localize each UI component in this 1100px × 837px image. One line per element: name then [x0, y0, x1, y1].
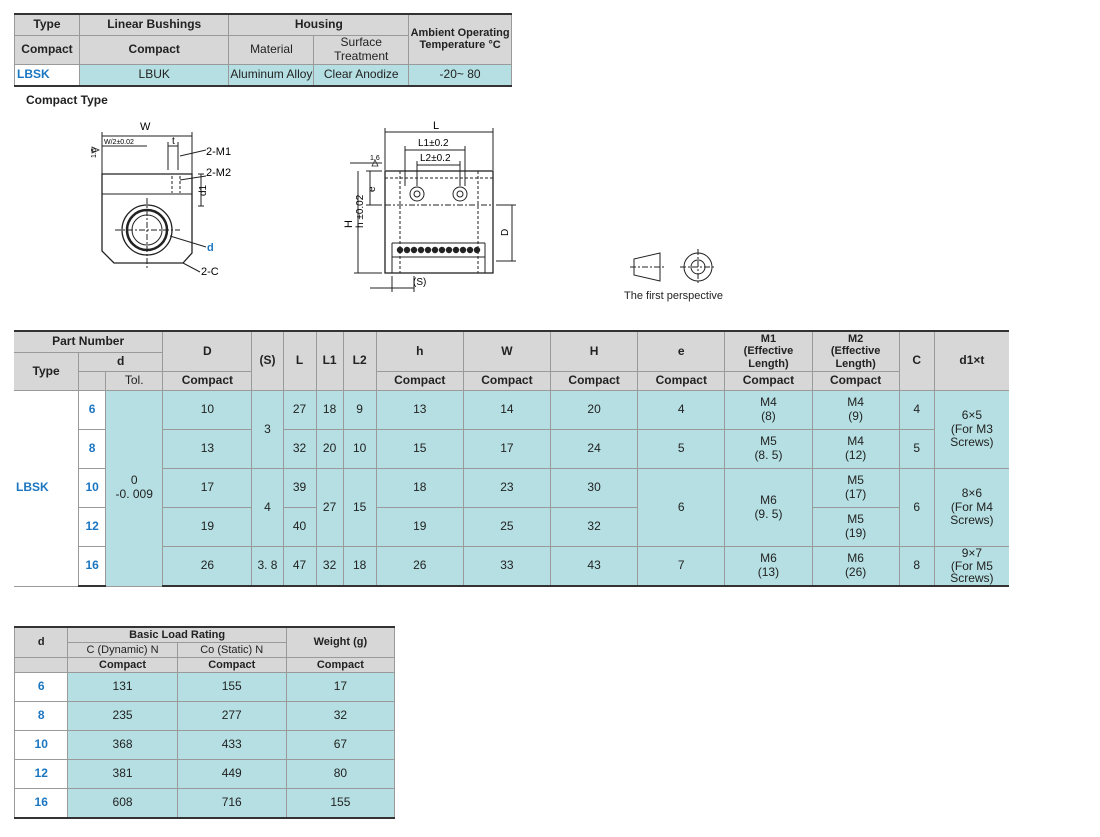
header-M1-compact: Compact — [725, 372, 812, 391]
header-W-compact: Compact — [463, 372, 550, 391]
load-header-static: Co (Static) N — [177, 643, 286, 658]
load-rating-table — [14, 626, 395, 819]
load-dynamic-cell: 131 — [68, 673, 177, 702]
spec-header-bushings: Linear Bushings — [79, 14, 229, 36]
C-cell: 4 — [899, 391, 934, 430]
e-cell: 6 — [638, 469, 725, 547]
h-cell: 18 — [376, 469, 463, 508]
label-C: 2-C — [201, 266, 219, 278]
W-cell: 25 — [463, 508, 550, 547]
spec-material-value: Aluminum Alloy — [229, 64, 314, 86]
L1-cell: 32 — [316, 547, 343, 587]
spec-bushing-value: LBUK — [79, 64, 229, 86]
label-M1: 2-M1 — [206, 146, 232, 158]
M2-cell: M6 (26) — [812, 547, 899, 587]
e-cell: 4 — [638, 391, 725, 430]
header-e: e — [638, 331, 725, 372]
load-header-weight: Weight (g) — [286, 627, 394, 658]
dim-W-half: W/2±0.02 — [104, 139, 134, 146]
first-angle-projection-icon — [620, 245, 730, 290]
load-static-cell: 449 — [177, 760, 286, 789]
C-cell: 6 — [899, 469, 934, 547]
dim-t: t — [172, 136, 175, 147]
header-d: d — [79, 353, 163, 372]
roughness-mark-side: 1.6 — [370, 155, 380, 162]
header-H: H — [551, 331, 638, 372]
W-cell: 17 — [463, 430, 550, 469]
D-cell: 26 — [163, 547, 252, 587]
side-view-drawing — [330, 118, 530, 298]
load-static-cell: 155 — [177, 673, 286, 702]
tol-cell: 0 -0. 009 — [106, 391, 163, 587]
D-cell: 17 — [163, 469, 252, 508]
header-e-compact: Compact — [638, 372, 725, 391]
dim-L2: L2±0.2 — [420, 153, 451, 164]
load-d-cell: 16 — [15, 789, 68, 819]
h-cell: 19 — [376, 508, 463, 547]
load-header-blank — [15, 658, 68, 673]
type-cell: LBSK — [14, 391, 79, 587]
W-cell: 23 — [463, 469, 550, 508]
dim-S: (S) — [413, 277, 427, 288]
load-header-compact-dyn: Compact — [68, 658, 177, 673]
H-cell: 43 — [551, 547, 638, 587]
h-cell: 26 — [376, 547, 463, 587]
header-d-blank — [79, 372, 106, 391]
L-cell: 39 — [283, 469, 316, 508]
header-H-compact: Compact — [551, 372, 638, 391]
d-cell: 16 — [79, 547, 106, 587]
D-cell: 10 — [163, 391, 252, 430]
S-cell: 3 — [252, 391, 283, 469]
S-cell: 4 — [252, 469, 283, 547]
header-W: W — [463, 331, 550, 372]
load-d-cell: 10 — [15, 731, 68, 760]
d-cell: 8 — [79, 430, 106, 469]
load-weight-cell: 17 — [286, 673, 394, 702]
section-title: Compact Type — [26, 93, 108, 107]
header-d1t: d1×t — [934, 331, 1009, 391]
e-cell: 5 — [638, 430, 725, 469]
label-d: d — [207, 242, 214, 254]
M2-cell: M4 (9) — [812, 391, 899, 430]
d-cell: 12 — [79, 508, 106, 547]
load-weight-cell: 32 — [286, 702, 394, 731]
load-header-compact-stat: Compact — [177, 658, 286, 673]
L-cell: 32 — [283, 430, 316, 469]
spec-header-compact: Compact — [15, 36, 80, 65]
header-S: (S) — [252, 331, 283, 391]
M1-cell: M4 (8) — [725, 391, 812, 430]
H-cell: 24 — [551, 430, 638, 469]
spec-header-surface: Surface Treatment — [314, 36, 409, 65]
load-static-cell: 716 — [177, 789, 286, 819]
load-weight-cell: 67 — [286, 731, 394, 760]
header-C: C — [899, 331, 934, 391]
header-L2: L2 — [343, 331, 376, 391]
load-header-rating: Basic Load Rating — [68, 627, 286, 643]
spec-type-value: LBSK — [15, 64, 80, 86]
load-d-cell: 12 — [15, 760, 68, 789]
header-type: Type — [14, 353, 79, 391]
load-dynamic-cell: 608 — [68, 789, 177, 819]
L2-cell: 9 — [343, 391, 376, 430]
label-M2: 2-M2 — [206, 167, 232, 179]
H-cell: 30 — [551, 469, 638, 508]
header-L: L — [283, 331, 316, 391]
L2-cell: 10 — [343, 430, 376, 469]
spec-header-type: Type — [15, 14, 80, 36]
h-cell: 13 — [376, 391, 463, 430]
dimension-table — [14, 330, 1009, 587]
M2-cell: M5 (17) — [812, 469, 899, 508]
dim-e: e — [367, 186, 378, 192]
d1t-cell: 9×7 (For M5 Screws) — [934, 547, 1009, 587]
L2-cell: 18 — [343, 547, 376, 587]
load-header-d: d — [15, 627, 68, 658]
M1-cell: M6 (9. 5) — [725, 469, 812, 547]
load-dynamic-cell: 381 — [68, 760, 177, 789]
header-h-compact: Compact — [376, 372, 463, 391]
spec-surface-value: Clear Anodize — [314, 64, 409, 86]
d1t-cell: 6×5 (For M3 Screws) — [934, 391, 1009, 469]
W-cell: 14 — [463, 391, 550, 430]
header-M2: M2 (Effective Length) — [812, 331, 899, 372]
S-cell: 3. 8 — [252, 547, 283, 587]
d-cell: 10 — [79, 469, 106, 508]
L1-cell: 18 — [316, 391, 343, 430]
header-tol: Tol. — [106, 372, 163, 391]
e-cell: 7 — [638, 547, 725, 587]
C-cell: 5 — [899, 430, 934, 469]
spec-temperature-value: -20~ 80 — [409, 64, 512, 86]
spec-table — [14, 13, 512, 87]
header-D: D — [163, 331, 252, 372]
load-weight-cell: 155 — [286, 789, 394, 819]
M1-cell: M6 (13) — [725, 547, 812, 587]
load-d-cell: 8 — [15, 702, 68, 731]
load-weight-cell: 80 — [286, 760, 394, 789]
header-h: h — [376, 331, 463, 372]
spec-header-housing: Housing — [229, 14, 409, 36]
header-D-compact: Compact — [163, 372, 252, 391]
load-static-cell: 433 — [177, 731, 286, 760]
dim-d1: d1 — [198, 184, 209, 196]
H-cell: 20 — [551, 391, 638, 430]
dim-D: D — [500, 228, 511, 236]
D-cell: 13 — [163, 430, 252, 469]
d1t-cell: 8×6 (For M4 Screws) — [934, 469, 1009, 547]
d-cell: 6 — [79, 391, 106, 430]
header-L1: L1 — [316, 331, 343, 391]
H-cell: 32 — [551, 508, 638, 547]
dim-L: L — [433, 120, 440, 132]
W-cell: 33 — [463, 547, 550, 587]
header-M2-compact: Compact — [812, 372, 899, 391]
L1-cell: 27 — [316, 469, 343, 547]
dim-h: h ±0.02 — [355, 194, 366, 228]
load-static-cell: 277 — [177, 702, 286, 731]
L-cell: 47 — [283, 547, 316, 587]
front-view-drawing — [80, 118, 250, 283]
ball-bearing-row — [397, 247, 480, 253]
L-cell: 27 — [283, 391, 316, 430]
h-cell: 15 — [376, 430, 463, 469]
spec-header-material: Material — [229, 36, 314, 65]
L1-cell: 20 — [316, 430, 343, 469]
L2-cell: 15 — [343, 469, 376, 547]
load-dynamic-cell: 235 — [68, 702, 177, 731]
M1-cell: M5 (8. 5) — [725, 430, 812, 469]
D-cell: 19 — [163, 508, 252, 547]
C-cell: 8 — [899, 547, 934, 587]
L-cell: 40 — [283, 508, 316, 547]
roughness-mark: 1.6 — [91, 148, 98, 158]
load-d-cell: 6 — [15, 673, 68, 702]
dim-L1: L1±0.2 — [418, 138, 449, 149]
M2-cell: M5 (19) — [812, 508, 899, 547]
load-header-dynamic: C (Dynamic) N — [68, 643, 177, 658]
header-part-number: Part Number — [14, 331, 163, 353]
load-header-compact-weight: Compact — [286, 658, 394, 673]
M2-cell: M4 (12) — [812, 430, 899, 469]
spec-header-temperature: Ambient Operating Temperature °C — [409, 14, 512, 64]
perspective-label: The first perspective — [624, 290, 724, 302]
dim-H: H — [343, 220, 355, 228]
load-dynamic-cell: 368 — [68, 731, 177, 760]
header-M1: M1 (Effective Length) — [725, 331, 812, 372]
dim-W: W — [140, 121, 151, 133]
spec-header-compact-bushing: Compact — [79, 36, 229, 65]
